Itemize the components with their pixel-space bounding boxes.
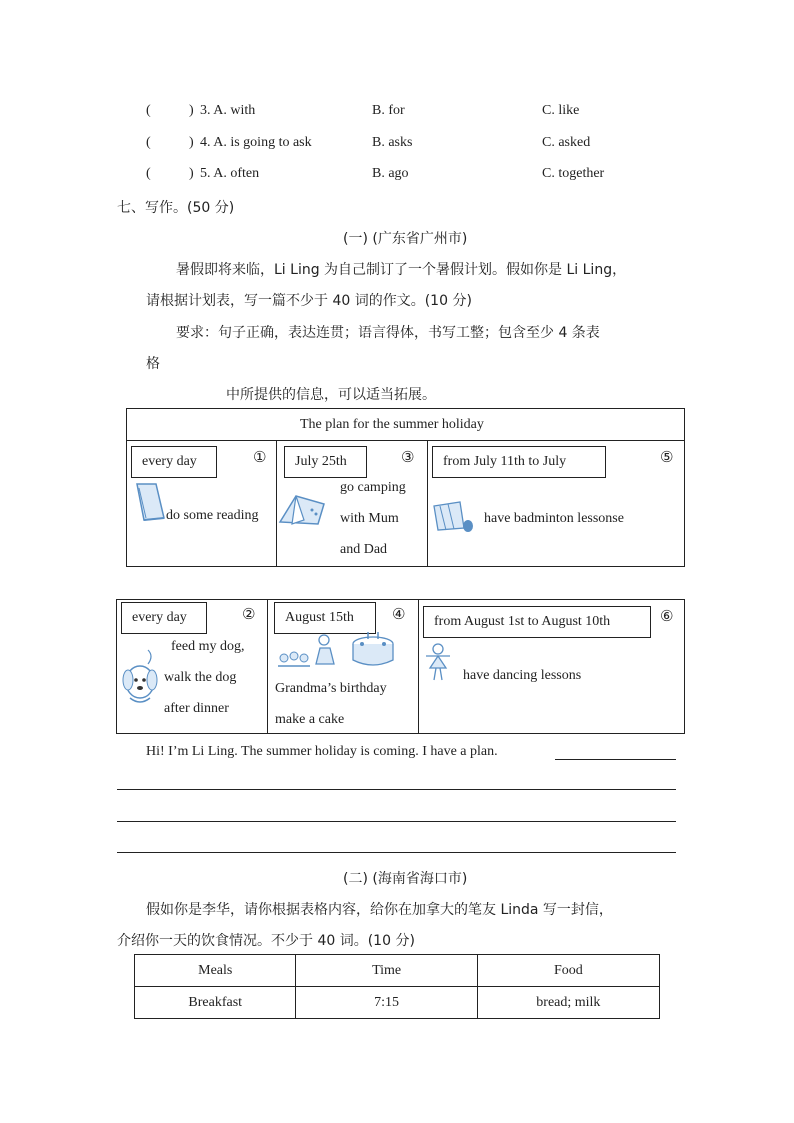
option-b: B. for: [372, 103, 405, 118]
answer-paren-open: (: [146, 135, 151, 150]
table-row: [135, 987, 660, 1019]
activity-text-line: make a cake: [275, 712, 345, 727]
option-c: C. like: [542, 103, 580, 118]
part1-requirement-line1: 要求：句子正确，表达连贯；语言得体，书写工整；包含至少 4 条表: [176, 325, 600, 341]
item-number: ④: [392, 605, 406, 623]
table-header-row: [135, 955, 660, 987]
activity-text-line: after dinner: [164, 701, 229, 716]
option-a: 5. A. often: [200, 166, 260, 181]
time-label: every day: [121, 602, 207, 634]
option-c: C. asked: [542, 135, 591, 150]
table-cell: Breakfast: [135, 987, 296, 1019]
part1-requirement-line2: 格: [146, 356, 160, 372]
table-header-cell: Food: [477, 955, 659, 987]
item-number: ①: [253, 448, 267, 466]
option-b: B. asks: [372, 135, 413, 150]
writing-line[interactable]: [555, 759, 676, 760]
item-number: ③: [401, 448, 415, 466]
activity-text-line: Grandma’s birthday: [275, 681, 387, 696]
answer-paren-open: (: [146, 103, 151, 118]
part2-heading: (二) (海南省海口市): [343, 871, 468, 887]
part1-paragraph-line1: 暑假即将来临，Li Ling 为自己制订了一个暑假计划。假如你是 Li Ling，: [176, 262, 627, 278]
activity-text-line: walk the dog: [164, 670, 237, 685]
time-label: July 25th: [284, 446, 367, 478]
dog-icon: [118, 642, 160, 708]
activity-text: have badminton lessonse: [484, 511, 624, 526]
table-header-cell: Meals: [135, 955, 296, 987]
part2-paragraph-line1: 假如你是李华，请你根据表格内容，给你在加拿大的笔友 Linda 写一封信，: [146, 902, 613, 918]
section-title: 七、写作。(50 分): [117, 200, 235, 216]
dancer-icon: [424, 642, 454, 684]
time-label: from July 11th to July: [432, 446, 606, 478]
option-c: C. together: [542, 166, 605, 181]
part2-paragraph-line2: 介绍你一天的饮食情况。不少于 40 词。(10 分): [117, 933, 415, 949]
table-header-cell: Time: [296, 955, 477, 987]
table-cell: 7:15: [296, 987, 477, 1019]
part1-requirement-line3: 中所提供的信息，可以适当拓展。: [226, 387, 436, 403]
part1-paragraph-line2: 请根据计划表，写一篇不少于 40 词的作文。(10 分): [146, 293, 472, 309]
shuttlecock-icon: [430, 500, 474, 536]
tent-icon: [278, 490, 328, 530]
time-label: August 15th: [274, 602, 376, 634]
birthday-cake-icon: [348, 630, 398, 672]
answer-paren-close: ): [189, 166, 194, 181]
option-b: B. ago: [372, 166, 409, 181]
writing-line[interactable]: [117, 852, 676, 853]
activity-text: do some reading: [166, 508, 259, 523]
time-label: from August 1st to August 10th: [423, 606, 651, 638]
answer-paren-close: ): [189, 135, 194, 150]
option-a: 4. A. is going to ask: [200, 135, 312, 150]
answer-paren-open: (: [146, 166, 151, 181]
activity-text-line: and Dad: [340, 542, 388, 557]
item-number: ②: [242, 605, 256, 623]
part1-heading: (一) (广东省广州市): [343, 231, 468, 247]
table-cell: bread; milk: [477, 987, 659, 1019]
option-a: 3. A. with: [200, 103, 256, 118]
answer-paren-close: ): [189, 103, 194, 118]
activity-text-line: feed my dog,: [171, 639, 245, 654]
plan-table-title: The plan for the summer holiday: [300, 417, 484, 432]
activity-text-line: with Mum: [340, 511, 399, 526]
grandma-flowers-icon: [276, 632, 348, 672]
activity-text: have dancing lessons: [463, 668, 582, 683]
writing-line[interactable]: [117, 789, 676, 790]
book-icon: [134, 482, 166, 522]
activity-text-line: go camping: [340, 480, 406, 495]
writing-prompt: Hi! I’m Li Ling. The summer holiday is coming. I have a plan.: [146, 744, 498, 759]
meals-table: [134, 954, 660, 1019]
time-label: every day: [131, 446, 217, 478]
item-number: ⑥: [660, 607, 674, 625]
item-number: ⑤: [660, 448, 674, 466]
writing-line[interactable]: [117, 821, 676, 822]
